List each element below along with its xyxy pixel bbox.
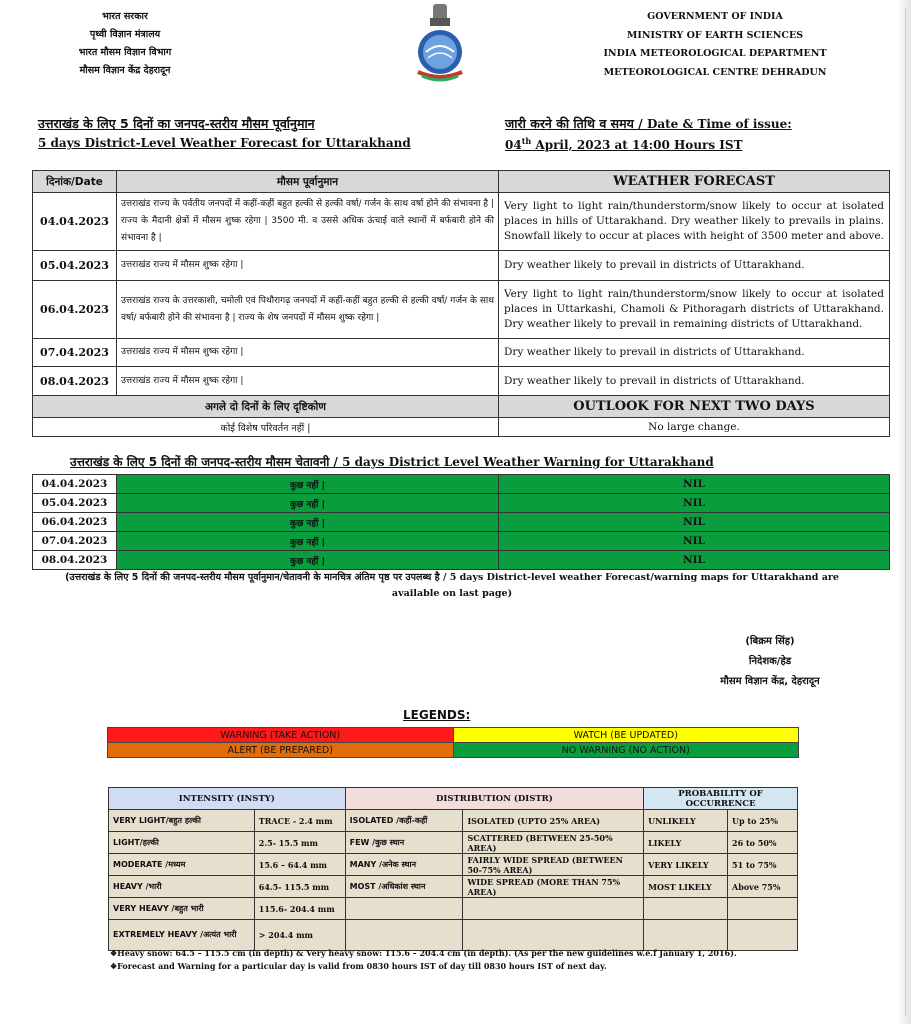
warning-date: 05.04.2023	[33, 494, 117, 513]
forecast-hindi: उत्तराखंड राज्य में मौसम शुष्क रहेगा |	[117, 251, 499, 281]
warning-title-english: / 5 days District Level Weather Warning for Uttarakhand	[329, 455, 714, 469]
imd-emblem-icon	[408, 2, 472, 82]
forecast-english: Very light to light rain/thunderstorm/snow likely to occur at isolated places in Uttarkashi, Chamoli & Pithoragarh districts of Uttarakhand. Dry weather likely to prevail in remaining districts of Uttarakhand.	[499, 281, 890, 339]
intensity-range: 15.6 – 64.4 mm	[254, 854, 345, 876]
intensity-label: VERY LIGHT/बहुत हल्की	[109, 810, 255, 832]
probability-range: 26 to 50%	[728, 832, 798, 854]
warning-date: 07.04.2023	[33, 532, 117, 551]
outlook-header-hindi: अगले दो दिनों के लिए दृष्टिकोण	[33, 396, 499, 418]
intensity-range: > 204.4 mm	[254, 920, 345, 951]
intensity-table	[108, 787, 798, 951]
header-intensity: INTENSITY (INSTY)	[109, 788, 346, 810]
intensity-label: MODERATE /मध्यम	[109, 854, 255, 876]
issue-datetime	[505, 136, 743, 152]
warning-english: NIL	[499, 513, 890, 532]
forecast-date: 04.04.2023	[33, 193, 117, 251]
warning-row	[33, 532, 890, 551]
signature-title: निदेशक/हेड	[748, 656, 792, 667]
legend-watch: WATCH (BE UPDATED)	[453, 728, 799, 743]
warning-english: NIL	[499, 475, 890, 494]
intensity-label: HEAVY /भारी	[109, 876, 255, 898]
signature-name: (बिक्रम सिंह)	[745, 636, 795, 647]
warning-table	[32, 474, 890, 570]
probability-range	[728, 898, 798, 920]
distribution-range: WIDE SPREAD (MORE THAN 75% AREA)	[463, 876, 644, 898]
forecast-hindi: उत्तराखंड राज्य के पर्वतीय जनपदों में कहीं-कहीं बहुत हल्की से हल्की वर्षा/ गर्जन के साथ वर्षा होने की संभावना है | राज्य के मैदानी क्षेत्रों में मौसम शुष्क रहेगा | 3500 मी. व उससे अधिक ऊंचाई वाले स्थानों में बर्फबारी होने की संभावना है |	[117, 193, 499, 251]
issue-day: 04	[505, 138, 522, 152]
header-english-line: MINISTRY OF EARTH SCIENCES	[626, 29, 804, 41]
legend-alert: ALERT (BE PREPARED)	[108, 743, 454, 758]
forecast-row	[33, 251, 890, 281]
warning-hindi: कुछ नहीं |	[117, 532, 499, 551]
forecast-english: Very light to light rain/thunderstorm/snow likely to occur at isolated places in hills of Uttarakhand. Dry weather likely to prevails in plains. Snowfall likely to occur at places with height of 3500 meter and above.	[499, 193, 890, 251]
probability-range	[728, 920, 798, 951]
signature-office: मौसम विज्ञान केंद्र, देहरादून	[720, 676, 820, 687]
forecast-row	[33, 281, 890, 339]
header-hindi-line: भारत सरकार	[102, 11, 148, 22]
forecast-row	[33, 339, 890, 367]
distribution-range	[463, 920, 644, 951]
legend-row	[108, 728, 799, 743]
header-probability: PROBABILITY OF OCCURRENCE	[644, 788, 798, 810]
probability-label: MOST LIKELY	[644, 876, 728, 898]
page-edge	[899, 0, 911, 1024]
intensity-row	[109, 920, 798, 951]
warning-title-hindi: उत्तराखंड के लिए 5 दिनों की जनपद-स्तरीय मौसम चेतावनी	[70, 455, 330, 469]
forecast-hindi: उत्तराखंड राज्य के उत्तरकाशी, चमोली एवं पिथौरागढ़ जनपदों में कहीं-कहीं बहुत हल्की से हल्की वर्षा/ गर्जन के साथ वर्षा/ बर्फबारी होने की संभावना है | राज्य के शेष जनपदों में मौसम शुष्क रहेगा |	[117, 281, 499, 339]
header-hindi-line: मौसम विज्ञान केंद्र देहरादून	[79, 65, 171, 76]
warning-date: 08.04.2023	[33, 551, 117, 570]
intensity-row	[109, 810, 798, 832]
warning-hindi: कुछ नहीं |	[117, 475, 499, 494]
forecast-header-date: दिनांक/Date	[33, 171, 117, 193]
outlook-value-hindi: कोई विशेष परिवर्तन नहीं |	[33, 418, 499, 437]
header-english-line: INDIA METEOROLOGICAL DEPARTMENT	[603, 48, 827, 59]
forecast-hindi: उत्तराखंड राज्य में मौसम शुष्क रहेगा |	[117, 339, 499, 367]
intensity-range: 115.6- 204.4 mm	[254, 898, 345, 920]
probability-range: Above 75%	[728, 876, 798, 898]
maps-note	[52, 570, 852, 602]
intensity-label: VERY HEAVY /बहुत भारी	[109, 898, 255, 920]
distribution-label	[345, 920, 463, 951]
legend-no-warning: NO WARNING (NO ACTION)	[453, 743, 799, 758]
intensity-range: TRACE - 2.4 mm	[254, 810, 345, 832]
issue-label	[505, 115, 792, 132]
warning-date: 04.04.2023	[33, 475, 117, 494]
intensity-row	[109, 876, 798, 898]
intensity-label: LIGHT/हल्की	[109, 832, 255, 854]
title-hindi: उत्तराखंड के लिए 5 दिनों का जनपद-स्तरीय मौसम पूर्वानुमान	[38, 116, 315, 131]
intensity-range: 64.5- 115.5 mm	[254, 876, 345, 898]
maps-note-hindi: (उत्तराखंड के लिए 5 दिनों की जनपद-स्तरीय मौसम पूर्वानुमान/चेतावनी के मानचित्र अंतिम पृष्ठ पर उपलब्ध है	[65, 572, 440, 583]
forecast-table	[32, 170, 890, 437]
probability-label	[644, 898, 728, 920]
issue-date-rest: April, 2023 at 14:00 Hours IST	[531, 138, 743, 152]
forecast-header-hindi: मौसम पूर्वानुमान	[117, 171, 499, 193]
distribution-label: MANY /अनेक स्थान	[345, 854, 463, 876]
outlook-header-english: OUTLOOK FOR NEXT TWO DAYS	[499, 396, 890, 418]
header-hindi-line: पृथ्वी विज्ञान मंत्रालय	[89, 29, 161, 40]
header-distribution: DISTRIBUTION (DISTR)	[345, 788, 644, 810]
probability-label	[644, 920, 728, 951]
forecast-english: Dry weather likely to prevail in districts of Uttarakhand.	[499, 367, 890, 396]
maps-note-english: / 5 days District-level weather Forecast/warning maps for Uttarakhand are available on last page)	[391, 572, 839, 599]
warning-hindi: कुछ नहीं |	[117, 551, 499, 570]
forecast-date: 05.04.2023	[33, 251, 117, 281]
distribution-range: ISOLATED (UPTO 25% AREA)	[463, 810, 644, 832]
probability-range: 51 to 75%	[728, 854, 798, 876]
distribution-label: FEW /कुछ स्थान	[345, 832, 463, 854]
header-english	[585, 8, 845, 82]
outlook-header-row	[33, 396, 890, 418]
distribution-label: MOST /अधिकांश स्थान	[345, 876, 463, 898]
warning-row	[33, 513, 890, 532]
warning-hindi: कुछ नहीं |	[117, 494, 499, 513]
forecast-hindi: उत्तराखंड राज्य में मौसम शुष्क रहेगा |	[117, 367, 499, 396]
intensity-row	[109, 832, 798, 854]
probability-label: VERY LIKELY	[644, 854, 728, 876]
issue-label-english: Date & Time of issue:	[646, 117, 792, 131]
warning-english: NIL	[499, 551, 890, 570]
distribution-label: ISOLATED /कहीं-कहीं	[345, 810, 463, 832]
intensity-row	[109, 898, 798, 920]
warning-english: NIL	[499, 532, 890, 551]
probability-range: Up to 25%	[728, 810, 798, 832]
forecast-date: 06.04.2023	[33, 281, 117, 339]
forecast-row	[33, 367, 890, 396]
forecast-row	[33, 193, 890, 251]
warning-row	[33, 494, 890, 513]
warning-row	[33, 551, 890, 570]
warning-english: NIL	[499, 494, 890, 513]
intensity-range: 2.5- 15.5 mm	[254, 832, 345, 854]
warning-row	[33, 475, 890, 494]
intensity-label: EXTREMELY HEAVY /अत्यंत भारी	[109, 920, 255, 951]
warning-date: 06.04.2023	[33, 513, 117, 532]
legends-table	[107, 727, 799, 758]
header-hindi-line: भारत मौसम विज्ञान विभाग	[78, 47, 172, 58]
distribution-label	[345, 898, 463, 920]
distribution-range	[463, 898, 644, 920]
warning-title	[70, 453, 714, 470]
legend-warning: WARNING (TAKE ACTION)	[108, 728, 454, 743]
probability-label: UNLIKELY	[644, 810, 728, 832]
distribution-range: FAIRLY WIDE SPREAD (BETWEEN 50-75% AREA)	[463, 854, 644, 876]
forecast-english: Dry weather likely to prevail in districts of Uttarakhand.	[499, 251, 890, 281]
probability-label: LIKELY	[644, 832, 728, 854]
forecast-date: 07.04.2023	[33, 339, 117, 367]
outlook-value-english: No large change.	[499, 418, 890, 437]
forecast-english: Dry weather likely to prevail in districts of Uttarakhand.	[499, 339, 890, 367]
header-hindi	[40, 8, 210, 80]
intensity-header-row	[109, 788, 798, 810]
footnote-validity: ❖Forecast and Warning for a particular day is valid from 0830 hours IST of day till 0830 hours IST of next day.	[110, 961, 607, 971]
footnote-snow: ❖Heavy snow: 64.5 – 115.5 cm (in depth) & Very heavy snow: 115.6 – 204.4 cm (in depth). (As per the new guidelines w.e.f January 1, 2016).	[110, 948, 737, 958]
forecast-date: 08.04.2023	[33, 367, 117, 396]
issue-label-hindi: जारी करने की तिथि व समय /	[505, 116, 643, 131]
issue-day-suffix: th	[521, 136, 532, 146]
forecast-header-row	[33, 171, 890, 193]
header-english-line: METEOROLOGICAL CENTRE DEHRADUN	[603, 66, 827, 78]
title-english: 5 days District-Level Weather Forecast for Uttarakhand	[38, 136, 411, 150]
header-english-line: GOVERNMENT OF INDIA	[647, 11, 783, 22]
legends-title: LEGENDS:	[403, 708, 471, 722]
signature-block	[690, 632, 850, 692]
distribution-range: SCATTERED (BETWEEN 25-50% AREA)	[463, 832, 644, 854]
intensity-row	[109, 854, 798, 876]
legend-row	[108, 743, 799, 758]
forecast-header-english: WEATHER FORECAST	[499, 171, 890, 193]
footnotes	[110, 947, 737, 973]
outlook-value-row	[33, 418, 890, 437]
warning-hindi: कुछ नहीं |	[117, 513, 499, 532]
